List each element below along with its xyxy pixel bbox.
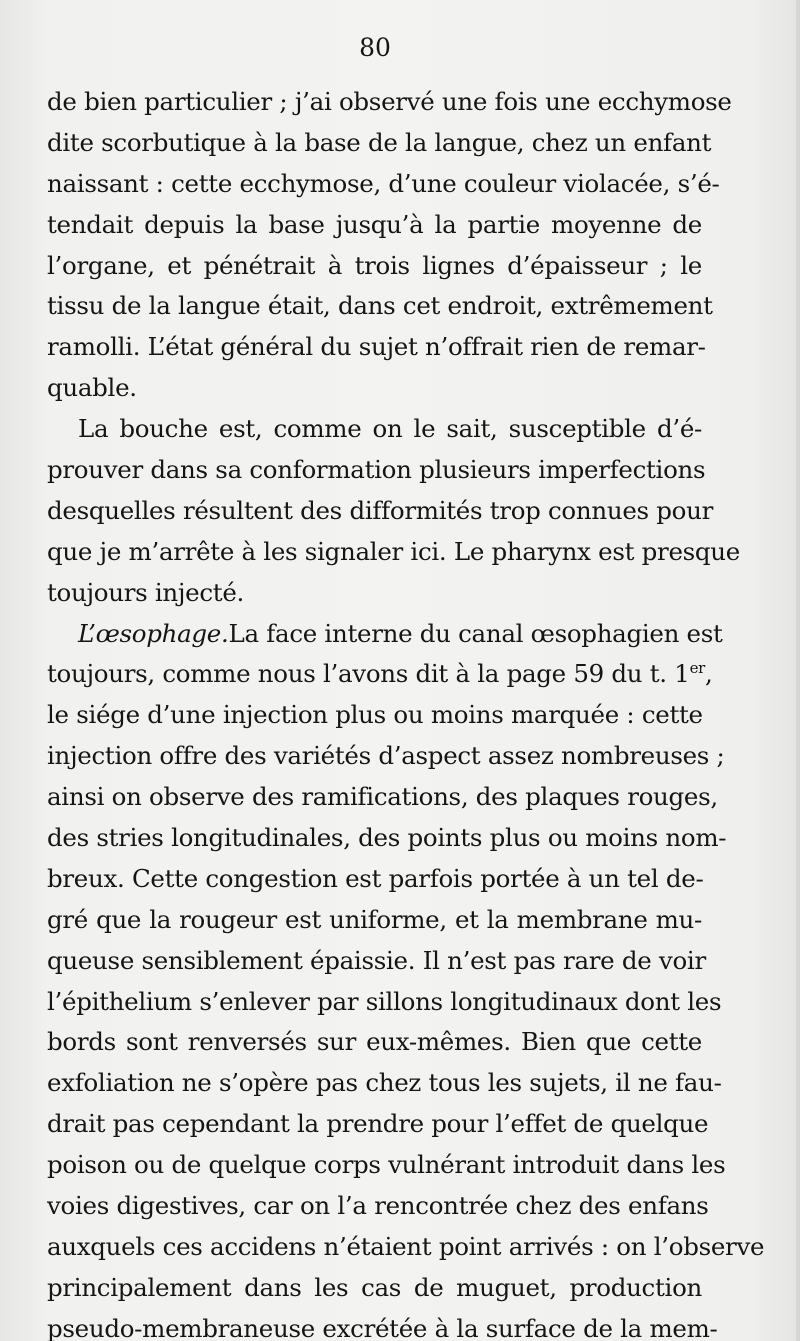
text-segment: La face interne du canal œsophagien est <box>228 618 723 648</box>
text-line: exfoliation ne s’opère pas chez tous les sujets, il ne fau- <box>47 1068 722 1098</box>
text-line: l’organe, et pénétrait à trois lignes d’épaisseur ; le <box>47 250 702 280</box>
text-line: breux. Cette congestion est parfois portée à un tel de- <box>47 863 704 893</box>
text-line: La bouche est, comme on le sait, susceptible d’é- <box>78 414 702 444</box>
text-line: des stries longitudinales, des points plus ou moins nom- <box>47 823 727 853</box>
section-heading: L’œsophage. <box>78 618 229 648</box>
text-segment: toujours, comme nous l’avons dit à la page 59 du t. 1 <box>47 659 690 689</box>
text-line: voies digestives, car on l’a rencontrée chez des enfans <box>47 1191 709 1221</box>
text-line: queuse sensiblement épaissie. Il n’est pas rare de voir <box>47 945 706 975</box>
text-line: poison ou de quelque corps vulnérant introduit dans les <box>47 1150 726 1180</box>
text-line: ramolli. L’état général du sujet n’offrait rien de remar- <box>47 332 706 362</box>
text-line: ainsi on observe des ramifications, des plaques rouges, <box>47 782 718 812</box>
text-line: tissu de la langue était, dans cet endroit, extrêmement <box>47 291 713 321</box>
text-line: injection offre des variétés d’aspect assez nombreuses ; <box>47 741 725 771</box>
text-line: drait pas cependant la prendre pour l’effet de quelque <box>47 1109 709 1139</box>
superscript: er <box>689 659 706 678</box>
text-line: naissant : cette ecchymose, d’une couleur violacée, s’é- <box>47 168 720 198</box>
text-line <box>47 654 713 695</box>
text-line: desquelles résultent des difformités trop connues pour <box>47 495 714 525</box>
text-line: quable. <box>47 373 137 403</box>
text-line: gré que la rougeur est uniforme, et la membrane mu- <box>47 904 702 934</box>
text-line: principalement dans les cas de muguet, production <box>47 1272 702 1302</box>
text-line: tendait depuis la base jusqu’à la partie moyenne de <box>47 209 702 239</box>
page-edge-shadow <box>796 0 800 1341</box>
text-line: auxquels ces accidens n’étaient point arrivés : on l’observe <box>47 1231 765 1261</box>
body-text <box>47 82 765 1341</box>
text-line: bords sont renversés sur eux-mêmes. Bien que cette <box>47 1027 702 1057</box>
page-number: 80 <box>359 33 391 62</box>
text-line: de bien particulier ; j’ai observé une fois une ecchymose <box>47 87 732 116</box>
text-line: toujours injecté. <box>47 577 245 607</box>
text-line: pseudo-membraneuse excrétée à la surface de la mem- <box>47 1313 718 1341</box>
text-line <box>47 614 723 655</box>
text-line: l’épithelium s’enlever par sillons longitudinaux dont les <box>47 986 722 1016</box>
text-line: le siége d’une injection plus ou moins marquée : cette <box>47 700 703 730</box>
text-line: que je m’arrête à les signaler ici. Le pharynx est presque <box>47 536 740 566</box>
text-segment <box>690 654 713 695</box>
text-line: dite scorbutique à la base de la langue, chez un enfant <box>47 127 712 157</box>
text-line: prouver dans sa conformation plusieurs imperfections <box>47 455 706 485</box>
text-segment: , <box>705 659 713 689</box>
